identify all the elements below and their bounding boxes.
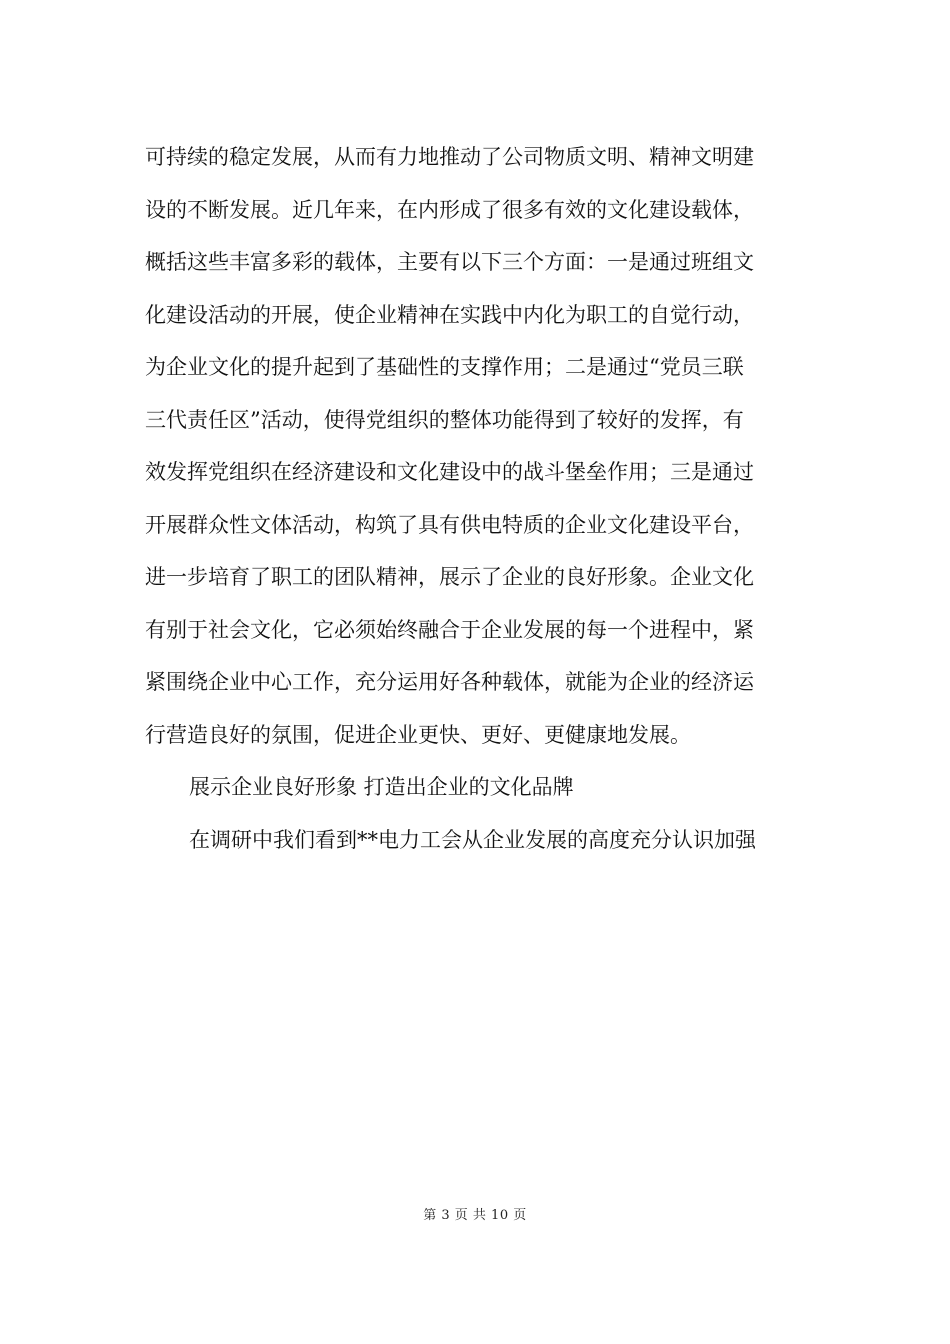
text-line: 概括这些丰富多彩的载体，主要有以下三个方面：一是通过班组文 <box>145 250 754 274</box>
text-line: 化建设活动的开展，使企业精神在实践中内化为职工的自觉行动， <box>145 302 754 327</box>
text-line: 进一步培育了职工的团队精神，展示了企业的良好形象。企业文化 <box>145 565 754 589</box>
page-number-footer: 第 3 页 共 10 页 <box>423 1208 527 1223</box>
paragraph-start-line: 在调研中我们看到**电力工会从企业发展的高度充分认识加强 <box>189 827 756 852</box>
text-line: 效发挥党组织在经济建设和文化建设中的战斗堡垒作用；三是通过 <box>145 460 754 484</box>
section-heading: 展示企业良好形象 打造出企业的文化品牌 <box>189 775 574 799</box>
text-line: 设的不断发展。近几年来，在内形成了很多有效的文化建设载体， <box>145 197 754 222</box>
text-line: 紧围绕企业中心工作，充分运用好各种载体，就能为企业的经济运 <box>145 670 754 694</box>
text-line: 有别于社会文化，它必须始终融合于企业发展的每一个进程中，紧 <box>145 617 754 642</box>
text-line: 开展群众性文体活动，构筑了具有供电特质的企业文化建设平台， <box>145 512 754 537</box>
text-line: 可持续的稳定发展，从而有力地推动了公司物质文明、精神文明建 <box>145 145 754 169</box>
text-line: 为企业文化的提升起到了基础性的支撑作用；二是通过“党员三联 <box>145 355 744 379</box>
document-body <box>145 135 810 870</box>
text-line: 行营造良好的氛围，促进企业更快、更好、更健康地发展。 <box>145 722 691 747</box>
text-line: 三代责任区”活动，使得党组织的整体功能得到了较好的发挥，有 <box>145 407 744 432</box>
